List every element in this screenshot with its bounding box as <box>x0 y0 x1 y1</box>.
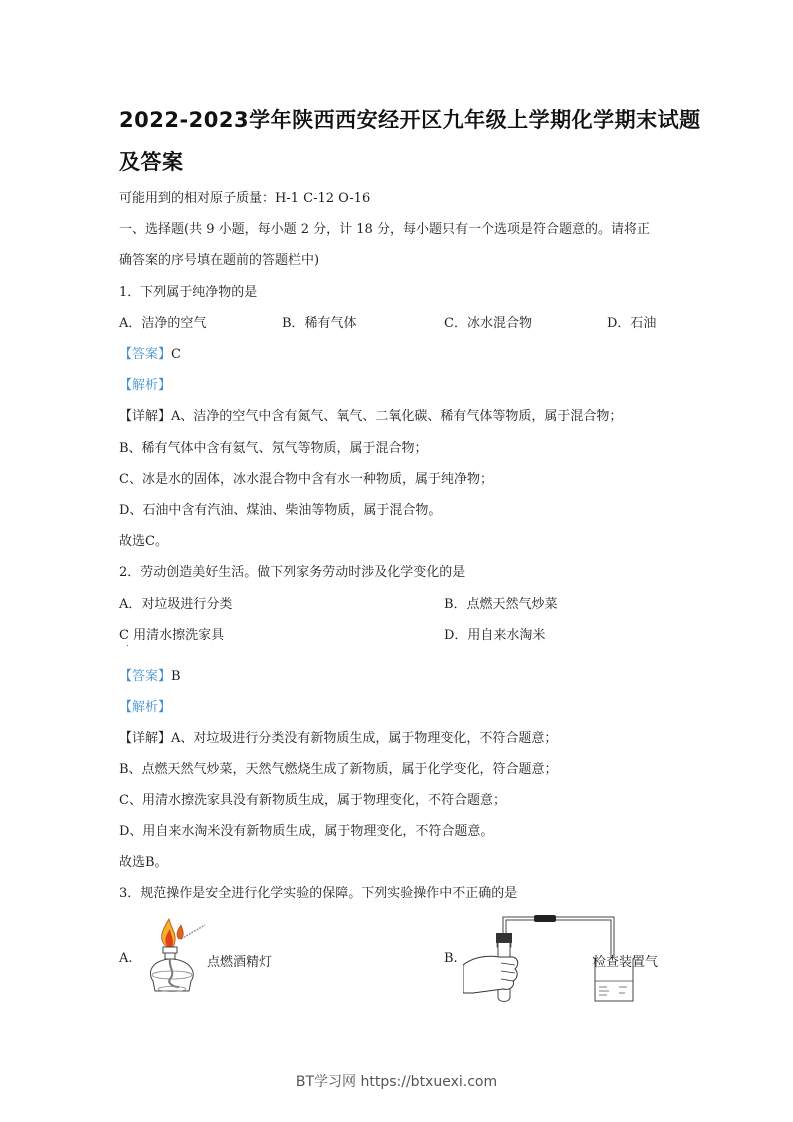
detail-label: 【详解】 <box>119 731 172 746</box>
detail-label: 【详解】 <box>119 409 172 424</box>
stray-dot <box>127 645 128 646</box>
question-3-option-b-caption: 检查装置气 <box>593 955 659 970</box>
question-3-option-a-caption: 点燃酒精灯 <box>207 955 273 970</box>
question-2-conclusion: 故选B。 <box>119 855 168 870</box>
document-title-line1: 2022-2023学年陕西西安经开区九年级上学期化学期末试题 <box>119 108 701 132</box>
question-3-stem: 3．规范操作是安全进行化学实验的保障。下列实验操作中不正确的是 <box>119 886 518 901</box>
question-1-option-a: A．洁净的空气 <box>119 316 207 331</box>
question-1-detail-c: C、冰是水的固体，冰水混合物中含有水一种物质，属于纯净物； <box>119 472 493 487</box>
question-2-answer <box>119 665 181 684</box>
question-2-option-d: D．用自来水淘米 <box>444 628 546 643</box>
question-1-option-c: C．冰水混合物 <box>444 316 532 331</box>
section-instructions-line1: 一、选择题(共 9 小题，每小题 2 分，计 18 分，每小题只有一个选项是符合题意的。请将正 <box>119 222 650 237</box>
question-2-option-b: B．点燃天然气炒菜 <box>444 597 558 612</box>
question-2-detail-b: B、点燃天然气炒菜，天然气燃烧生成了新物质，属于化学变化，符合题意； <box>119 762 558 777</box>
answer-label: 【答案】 <box>119 669 172 684</box>
question-2-analysis-label: 【解析】 <box>119 700 172 715</box>
question-1-option-d: D．石油 <box>607 316 657 331</box>
question-1-detail-d: D、石油中含有汽油、煤油、柴油等物质，属于混合物。 <box>119 503 442 518</box>
question-1-detail-a <box>119 405 622 424</box>
question-1-conclusion: 故选C。 <box>119 534 168 549</box>
question-1-detail-b: B、稀有气体中含有氦气、氖气等物质，属于混合物； <box>119 441 428 456</box>
question-2-option-c: C 用清水擦洗家具 <box>119 628 225 643</box>
question-3-option-b-letter: B. <box>444 951 458 966</box>
question-2-detail-c: C、用清水擦洗家具没有新物质生成，属于物理变化，不符合题意； <box>119 793 506 808</box>
answer-label: 【答案】 <box>119 347 172 362</box>
answer-value: C <box>171 347 181 362</box>
question-2-stem: 2．劳动创造美好生活。做下列家务劳动时涉及化学变化的是 <box>119 565 466 580</box>
question-3-option-a-letter: A. <box>119 951 133 966</box>
detail-text: A、对垃圾进行分类没有新物质生成，属于物理变化，不符合题意； <box>171 731 558 746</box>
answer-value: B <box>171 669 181 684</box>
section-instructions-line2: 确答案的序号填在题前的答题栏中) <box>119 253 320 268</box>
question-2-detail-a <box>119 727 557 746</box>
question-1-option-b: B．稀有气体 <box>282 316 357 331</box>
detail-text: A、洁净的空气中含有氮气、氧气、二氧化碳、稀有气体等物质，属于混合物； <box>171 409 623 424</box>
question-1-stem: 1．下列属于纯净物的是 <box>119 285 258 300</box>
question-2-option-a: A．对垃圾进行分类 <box>119 597 233 612</box>
question-2-detail-d: D、用自来水淘米没有新物质生成，属于物理变化，不符合题意。 <box>119 824 494 839</box>
question-1-answer <box>119 343 181 362</box>
document-title-line2: 及答案 <box>119 150 184 174</box>
alcohol-lamp-image <box>143 917 215 999</box>
atomic-mass-note: 可能用到的相对原子质量：H-1 C-12 O-16 <box>119 191 371 206</box>
footer-watermark: BT学习网 https://btxuexi.com <box>295 1074 498 1090</box>
question-1-analysis-label: 【解析】 <box>119 378 172 393</box>
